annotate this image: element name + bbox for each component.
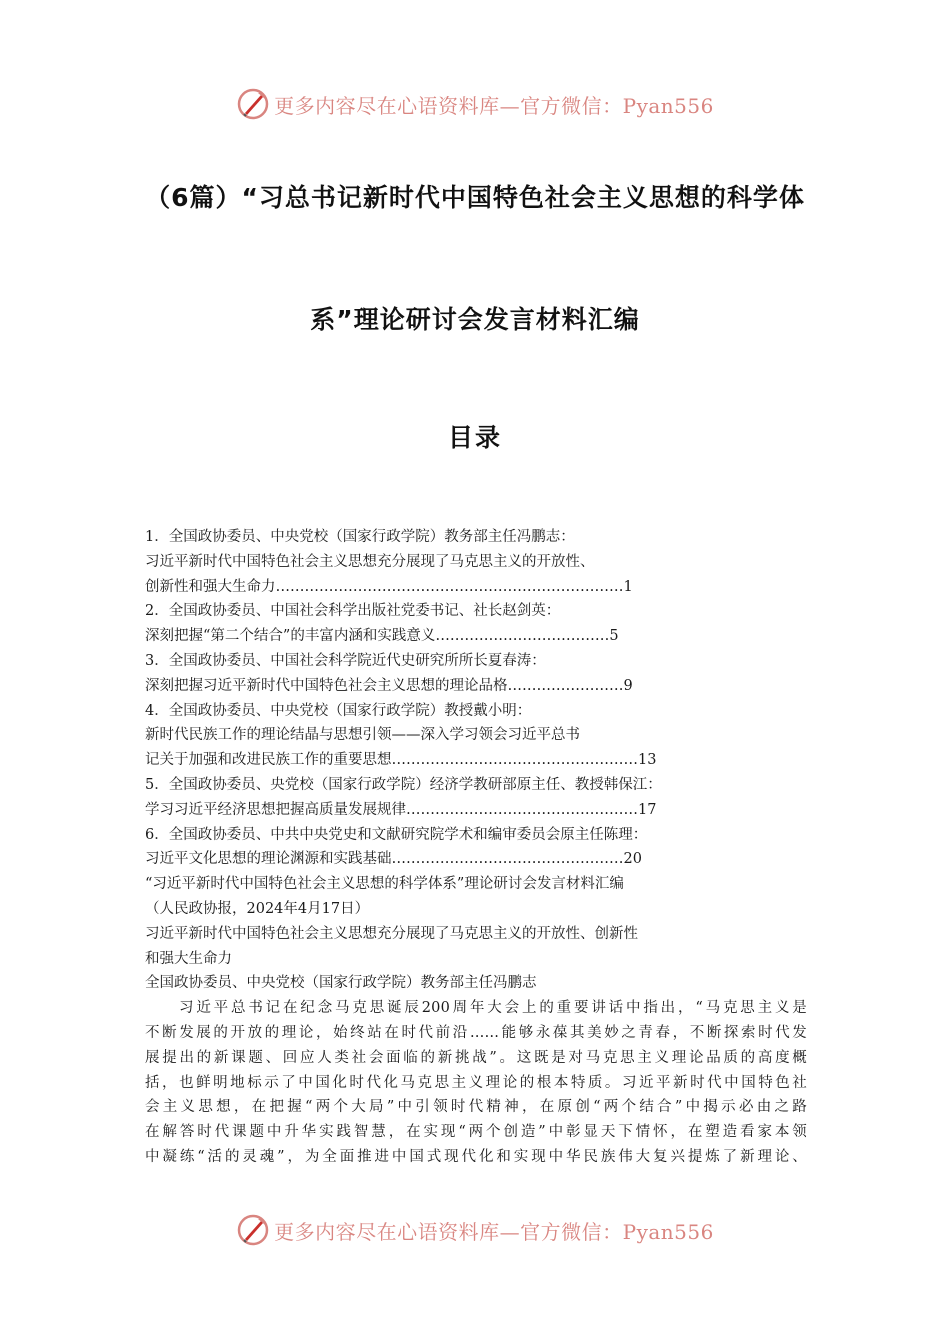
paragraph-line: 中凝练“活的灵魂”，为全面推进中国式现代化和实现中华民族伟大复兴提炼了新理论、 — [145, 1148, 807, 1165]
toc-entry: 新时代民族工作的理论结晶与思想引领——深入学习领会习近平总书 — [145, 727, 580, 744]
paragraph-line: 习近平总书记在纪念马克思诞辰200周年大会上的重要讲话中指出，“马克思主义是 — [179, 1000, 807, 1017]
toc-heading: 目录 — [447, 423, 502, 452]
paragraph-line: 括，也鲜明地标示了中国化时代化马克思主义理论的根本特质。习近平新时代中国特色社 — [145, 1074, 807, 1091]
paragraph-line: 不断发展的开放的理论，始终站在时代前沿……能够永葆其美妙之青春，不断探索时代发 — [145, 1024, 807, 1041]
paragraph-line: 展提出的新课题、回应人类社会面临的新挑战”。这既是对马克思主义理论品质的高度概 — [145, 1049, 807, 1066]
toc-entry: 6．全国政协委员、中共中央党史和文献研究院学术和编审委员会原主任陈理： — [145, 826, 648, 843]
document-title-line-1: （6篇）“习总书记新时代中国特色社会主义思想的科学体 — [145, 183, 805, 212]
watermark-banner-top — [0, 84, 950, 124]
toc-entry: 2．全国政协委员、中国社会科学出版社党委书记、社长赵剑英： — [145, 603, 561, 620]
toc-entry: 深刻把握“第二个结合”的丰富内涵和实践意义………………………………5 — [145, 628, 619, 645]
section-heading: “习近平新时代中国特色社会主义思想的科学体系”理论研讨会发言材料汇编 — [145, 876, 624, 893]
quill-logo-icon — [236, 87, 270, 121]
paragraph-line: 在解答时代课题中升华实践智慧，在实现“两个创造”中彰显天下情怀，在塑造看家本领 — [145, 1124, 807, 1141]
document-body — [145, 525, 807, 1170]
watermark-text: 更多内容尽在心语资料库—官方微信：Pyan556 — [274, 1219, 714, 1244]
toc-entry: 习近平文化思想的理论渊源和实践基础…………………………………………20 — [145, 851, 642, 868]
watermark-banner-bottom — [0, 1210, 950, 1250]
toc-entry: 4．全国政协委员、中央党校（国家行政学院）教授戴小明： — [145, 702, 532, 719]
document-title-line-2: 系”理论研讨会发言材料汇编 — [310, 305, 640, 334]
toc-entry: 习近平新时代中国特色社会主义思想充分展现了马克思主义的开放性、 — [145, 553, 595, 570]
article-title: 习近平新时代中国特色社会主义思想充分展现了马克思主义的开放性、创新性 — [145, 925, 638, 942]
watermark-text: 更多内容尽在心语资料库—官方微信：Pyan556 — [274, 93, 714, 118]
toc-entry: 1．全国政协委员、中央党校（国家行政学院）教务部主任冯鹏志： — [145, 529, 575, 545]
toc-entry: 3．全国政协委员、中国社会科学院近代史研究所所长夏春涛： — [145, 652, 546, 669]
toc-entry: 学习习近平经济思想把握高质量发展规律…………………………………………17 — [145, 801, 657, 818]
toc-entry: 记关于加强和改进民族工作的重要思想……………………………………………13 — [145, 752, 657, 769]
toc-entry: 深刻把握习近平新时代中国特色社会主义思想的理论品格……………………9 — [145, 677, 633, 694]
paragraph-line: 会主义思想，在把握“两个大局”中引领时代精神，在原创“两个结合”中揭示必由之路 — [145, 1099, 807, 1116]
toc-entry: 5．全国政协委员、央党校（国家行政学院）经济学教研部原主任、教授韩保江： — [145, 776, 662, 793]
toc-entry: 创新性和强大生命力………………………………………………………………1 — [145, 578, 633, 595]
source-line: （人民政协报，2024年4月17日） — [145, 900, 370, 917]
author-line: 全国政协委员、中央党校（国家行政学院）教务部主任冯鹏志 — [145, 975, 537, 992]
quill-logo-icon — [236, 1213, 270, 1247]
article-title: 和强大生命力 — [145, 950, 232, 967]
